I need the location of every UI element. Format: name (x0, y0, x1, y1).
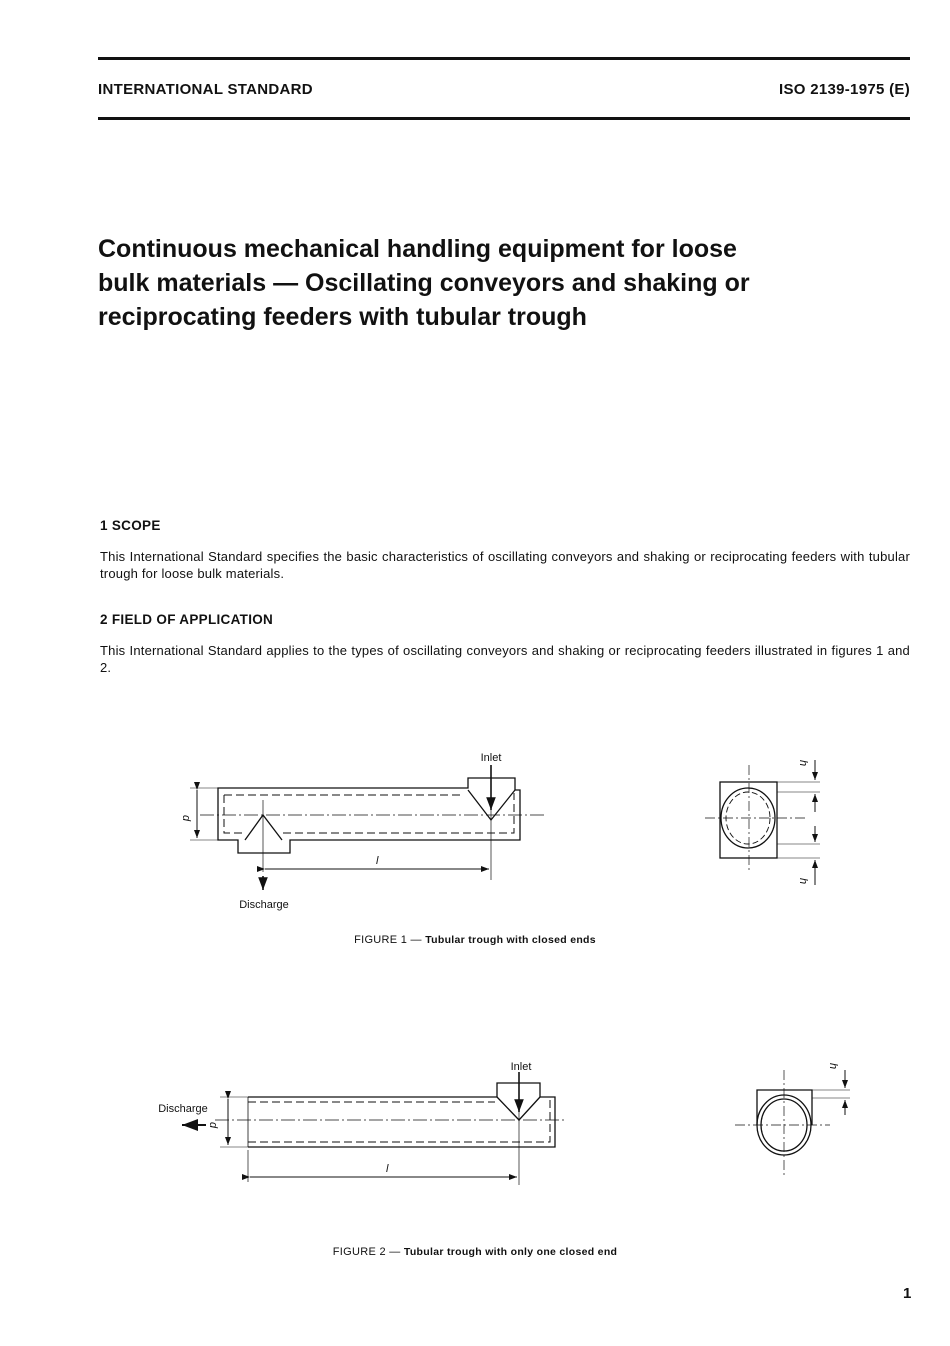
title-line: reciprocating feeders with tubular trough (98, 303, 587, 331)
figure2-l-label: l (386, 1163, 389, 1175)
figure-1 (190, 760, 820, 890)
figure2-d-label: d (207, 1122, 219, 1129)
figure1-h-label-bottom: h (797, 878, 809, 885)
title-line: Continuous mechanical handling equipment for loose (98, 235, 737, 263)
figure1-h-label-top: h (797, 760, 809, 767)
figure2-inlet-label: Inlet (510, 1061, 532, 1073)
title-line: bulk materials — Oscillating conveyors and shaking or (98, 269, 750, 297)
figure1-d-label: d (180, 815, 192, 822)
section-heading-field: 2 FIELD OF APPLICATION (100, 612, 274, 627)
figure1-caption-prefix: FIGURE 1 — (354, 934, 426, 946)
figure1-inlet-label: Inlet (480, 752, 502, 764)
figure2-discharge-label: Discharge (158, 1103, 208, 1115)
figure2-caption-prefix: FIGURE 2 — (332, 1246, 404, 1258)
section-text-scope: This International Standard specifies the basic characteristics of oscillating conveyors and shaking or reciprocating feeders with tubular trough for loose bulk materials. (100, 549, 910, 581)
figure1-caption (0, 934, 950, 946)
section-heading-scope: 1 SCOPE (100, 518, 161, 533)
figure-2 (182, 1070, 850, 1185)
header-left: INTERNATIONAL STANDARD (98, 81, 313, 98)
section-text-field: This International Standard applies to the types of oscillating conveyors and shaking or reciprocating feeders illustrated in figures 1 and 2. (100, 643, 910, 675)
header-right: ISO 2139-1975 (E) (778, 81, 910, 98)
figure2-caption-text: Tubular trough with only one closed end (403, 1246, 618, 1258)
figure2-caption (0, 1246, 950, 1258)
page-number: 1 (903, 1285, 912, 1302)
figure2-h-label: h (827, 1063, 839, 1070)
figure1-discharge-label: Discharge (239, 899, 289, 911)
figure1-caption-text: Tubular trough with closed ends (425, 934, 596, 946)
figure1-l-label: l (376, 855, 379, 867)
